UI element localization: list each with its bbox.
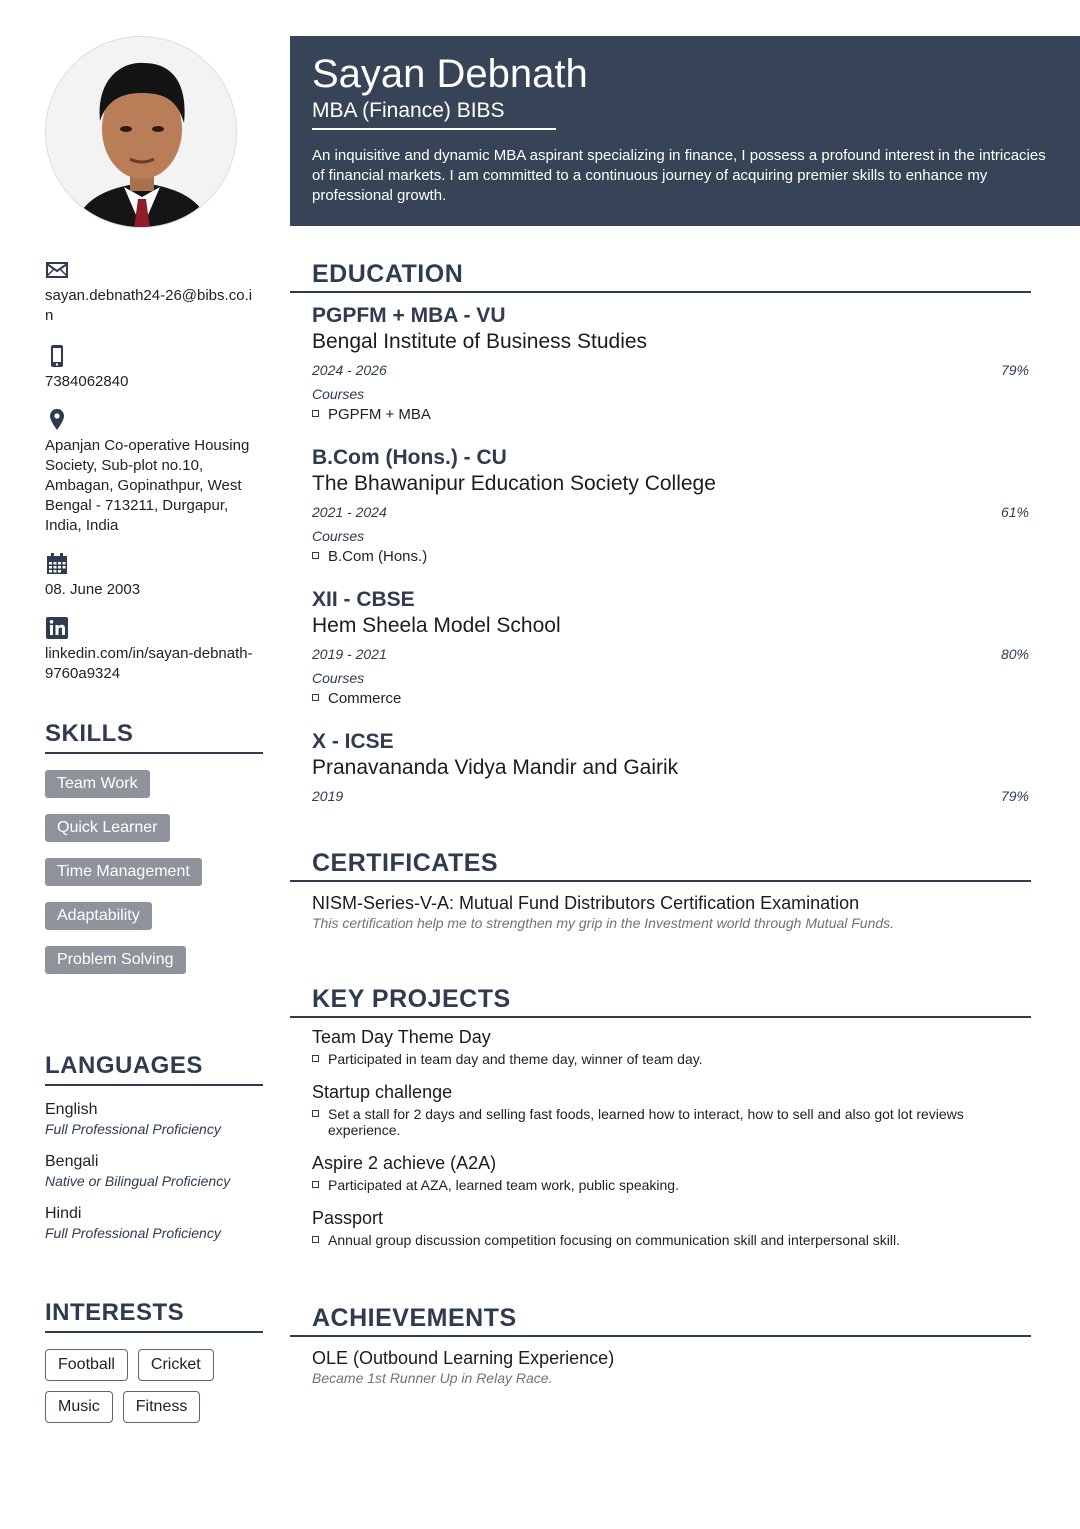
project-title: Passport — [312, 1208, 384, 1228]
project-bullet — [312, 1106, 1031, 1138]
interest-tag: Fitness — [123, 1391, 201, 1423]
bullet-square-icon — [312, 1181, 319, 1188]
calendar-icon — [45, 552, 69, 576]
map-pin-icon — [45, 408, 69, 432]
profile-summary: An inquisitive and dynamic MBA aspirant specializing in finance, I possess a profound interest in the intricacies of financial markets. I am committed to a continuous journey of acquiring premier skills to enhance my professional growth. — [312, 147, 1046, 204]
interest-tag: Football — [45, 1349, 128, 1381]
projects-heading: KEY PROJECTS — [290, 985, 1031, 1018]
profile-photo — [45, 36, 237, 228]
language-name: Bengali — [45, 1153, 99, 1170]
bullet-square-icon — [312, 1236, 319, 1243]
contact-email — [45, 258, 255, 326]
skill-tag: Quick Learner — [45, 814, 170, 842]
languages-heading: LANGUAGES — [45, 1052, 263, 1086]
contact-address — [45, 408, 255, 536]
education-degree: B.Com (Hons.) - CU — [312, 446, 507, 469]
education-score: 79% — [1000, 362, 1029, 378]
envelope-icon — [45, 258, 69, 282]
interest-tag: Cricket — [138, 1349, 214, 1381]
skills-heading: SKILLS — [45, 720, 263, 754]
bullet-square-icon — [312, 1110, 319, 1117]
contact-info — [45, 258, 255, 698]
resume-header — [290, 36, 1080, 226]
education-entry — [312, 729, 1031, 805]
education-score: 79% — [1000, 788, 1029, 804]
course-text: PGPFM + MBA — [328, 406, 431, 423]
education-score: 61% — [1000, 504, 1029, 520]
education-school: Pranavananda Vidya Mandir and Gairik — [312, 756, 679, 779]
language-item — [45, 1204, 263, 1242]
certificate-description: This certification help me to strengthen my grip in the Investment world through Mutual Funds. — [312, 915, 895, 931]
profile-photo-illustration — [46, 37, 237, 228]
education-meta — [312, 787, 1031, 805]
education-school: The Bhawanipur Education Society College — [312, 472, 716, 495]
achievements-heading: ACHIEVEMENTS — [290, 1304, 1031, 1337]
candidate-title: MBA (Finance) BIBS — [312, 98, 556, 130]
contact-linkedin — [45, 616, 255, 684]
education-score: 80% — [1000, 646, 1029, 662]
project-bullet — [312, 1177, 1031, 1193]
language-level: Full Professional Proficiency — [45, 1225, 221, 1241]
achievements-section — [290, 1304, 1031, 1387]
bullet-square-icon — [312, 410, 319, 417]
education-school: Bengal Institute of Business Studies — [312, 330, 648, 353]
education-meta — [312, 645, 1031, 663]
courses-label: Courses — [312, 528, 365, 544]
skill-tag: Time Management — [45, 858, 202, 886]
education-years: 2024 - 2026 — [312, 362, 387, 378]
certificates-section — [290, 849, 1031, 932]
course-text: Commerce — [328, 690, 402, 707]
project-entry — [312, 1081, 1031, 1138]
project-entry — [312, 1152, 1031, 1193]
interests-list — [45, 1349, 263, 1423]
mobile-phone-icon — [45, 344, 69, 368]
skills-section — [45, 720, 263, 974]
project-bullet-text: Participated at AZA, learned team work, public speaking. — [328, 1177, 679, 1193]
education-degree: XII - CBSE — [312, 588, 415, 611]
education-years: 2019 — [312, 788, 344, 804]
education-degree: X - ICSE — [312, 730, 394, 753]
dob-text: 08. June 2003 — [45, 581, 141, 598]
language-level: Full Professional Proficiency — [45, 1121, 221, 1137]
bullet-square-icon — [312, 1055, 319, 1062]
project-bullet — [312, 1232, 1031, 1248]
education-school: Hem Sheela Model School — [312, 614, 561, 637]
education-heading: EDUCATION — [290, 260, 1031, 293]
project-title: Startup challenge — [312, 1082, 453, 1102]
project-title: Aspire 2 achieve (A2A) — [312, 1153, 497, 1173]
interest-tag: Music — [45, 1391, 113, 1423]
projects-section — [290, 985, 1031, 1248]
email-text[interactable]: sayan.debnath24-26@bibs.co.in — [45, 287, 253, 324]
education-meta — [312, 503, 1031, 521]
project-entry — [312, 1207, 1031, 1248]
language-item — [45, 1100, 263, 1138]
certificates-heading: CERTIFICATES — [290, 849, 1031, 882]
education-entry — [312, 303, 1031, 423]
bullet-square-icon — [312, 552, 319, 559]
address-text: Apanjan Co-operative Housing Society, Sub-plot no.10, Ambagan, Gopinathpur, West Bengal - 713211, Durgapur, India, India — [45, 437, 250, 534]
course-item — [312, 406, 1031, 423]
certificate-title: NISM-Series-V-A: Mutual Fund Distributors Certification Examination — [312, 893, 860, 913]
course-text: B.Com (Hons.) — [328, 548, 428, 565]
achievement-title: OLE (Outbound Learning Experience) — [312, 1348, 615, 1368]
education-years: 2019 - 2021 — [312, 646, 387, 662]
candidate-name: Sayan Debnath — [312, 52, 588, 96]
skill-tag: Adaptability — [45, 902, 152, 930]
bullet-square-icon — [312, 694, 319, 701]
project-bullet — [312, 1051, 1031, 1067]
contact-dob — [45, 552, 255, 600]
language-item — [45, 1152, 263, 1190]
interests-heading: INTERESTS — [45, 1299, 263, 1333]
education-section — [290, 260, 1031, 805]
course-item — [312, 548, 1031, 565]
courses-label: Courses — [312, 670, 365, 686]
project-bullet-text: Participated in team day and theme day, winner of team day. — [328, 1051, 703, 1067]
contact-phone — [45, 344, 255, 392]
achievement-description: Became 1st Runner Up in Relay Race. — [312, 1370, 553, 1386]
course-item — [312, 690, 1031, 707]
languages-section — [45, 1052, 263, 1242]
linkedin-icon — [45, 616, 69, 640]
project-title: Team Day Theme Day — [312, 1027, 491, 1047]
courses-label: Courses — [312, 386, 365, 402]
linkedin-text[interactable]: linkedin.com/in/sayan-debnath-9760a9324 — [45, 645, 253, 682]
language-level: Native or Bilingual Proficiency — [45, 1173, 231, 1189]
education-degree: PGPFM + MBA - VU — [312, 304, 506, 327]
interests-section — [45, 1299, 263, 1423]
project-entry — [312, 1026, 1031, 1067]
phone-text[interactable]: 7384062840 — [45, 373, 129, 390]
education-entry — [312, 445, 1031, 565]
education-entry — [312, 587, 1031, 707]
skills-list — [45, 754, 263, 974]
skill-tag: Problem Solving — [45, 946, 186, 974]
language-name: Hindi — [45, 1205, 82, 1222]
education-meta — [312, 361, 1031, 379]
project-bullet-text: Annual group discussion competition focusing on communication skill and interpersonal skill. — [328, 1232, 900, 1248]
skill-tag: Team Work — [45, 770, 150, 798]
language-name: English — [45, 1101, 98, 1118]
education-years: 2021 - 2024 — [312, 504, 387, 520]
project-bullet-text: Set a stall for 2 days and selling fast foods, learned how to interact, how to sell and also got lot reviews experience. — [328, 1106, 964, 1138]
